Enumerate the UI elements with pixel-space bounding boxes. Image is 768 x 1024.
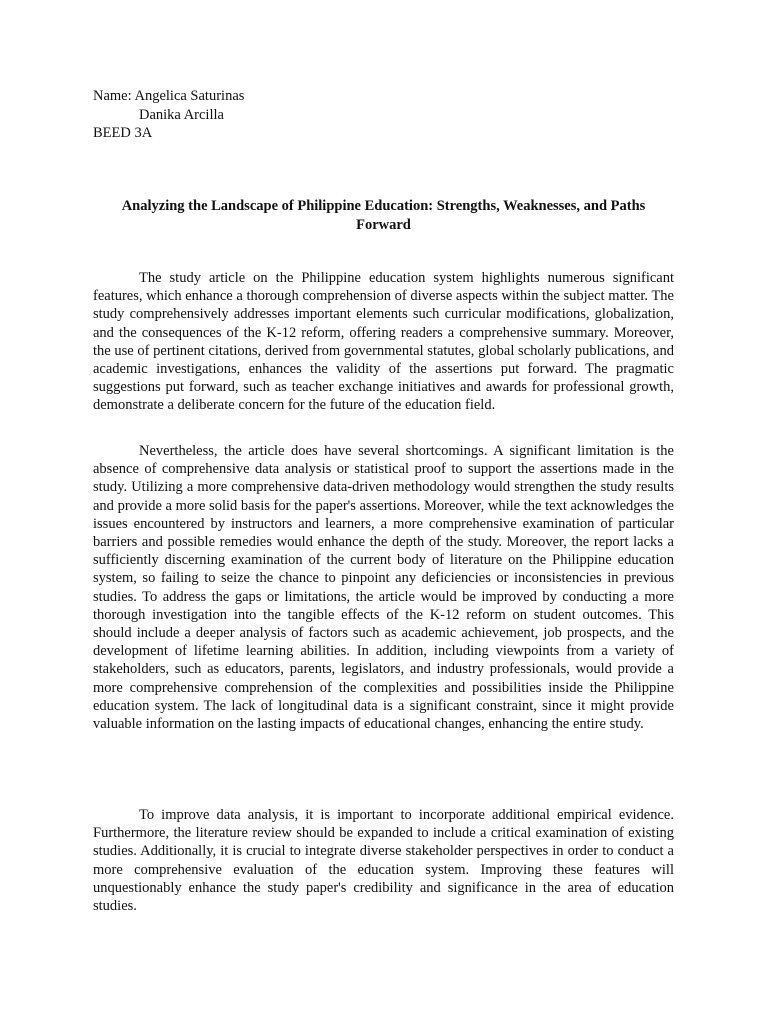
body-paragraph-strengths: The study article on the Philippine education system highlights numerous significant features, which enhance a thorough comprehension of diverse aspects within the subject matter. The study comprehensively addresses important elements such curricular modifications, globalization, and the consequences of the K-12 reform, offering readers a comprehensive summary. Moreover, the use of pertinent citations, derived from governmental statutes, global scholarly publications, and academic investigations, enhances the validity of the assertions put forward. The pragmatic suggestions put forward, such as teacher exchange initiatives and awards for professional growth, demonstrate a deliberate concern for the future of the education field. [93, 270, 674, 414]
document-title: Analyzing the Landscape of Philippine Education: Strengths, Weaknesses, and Paths Forward [121, 198, 646, 233]
section-label: BEED 3A [93, 125, 153, 141]
document-page [93, 0, 674, 1024]
author-name-line: Name: Angelica Saturinas [93, 88, 245, 104]
co-author-name: Danika Arcilla [139, 106, 224, 123]
body-paragraph-recommendations: To improve data analysis, it is important to incorporate additional empirical evidence. Furthermore, the literature review should be expanded to include a critical examination of existing studies. Additionally, it is crucial to integrate diverse stakeholder perspectives in order to conduct a more comprehensive evaluation of the education system. Improving these features will unquestionably enhance the study paper's credibility and significance in the area of education studies. [93, 807, 674, 915]
body-paragraph-shortcomings: Nevertheless, the article does have several shortcomings. A significant limitation is the absence of comprehensive data analysis or statistical proof to support the assertions made in the study. Utilizing a more comprehensive data-driven methodology would strengthen the study results and provide a more solid basis for the paper's assertions. Moreover, while the text acknowledges the issues encountered by instructors and learners, a more comprehensive examination of particular barriers and possible remedies would enhance the depth of the study. Moreover, the report lacks a sufficiently discerning examination of the current body of literature on the Philippine education system, so failing to seize the chance to pinpoint any deficiencies or inconsistencies in previous studies. To address the gaps or limitations, the article would be improved by conducting a more thorough investigation into the tangible effects of the K-12 reform on student outcomes. This should include a deeper analysis of factors such as academic achievement, job prospects, and the development of lifetime learning abilities. In addition, including viewpoints from a variety of stakeholders, such as educators, parents, legislators, and industry professionals, would provide a more comprehensive comprehension of the complexities and possibilities inside the Philippine education system. The lack of longitudinal data is a significant constraint, since it might provide valuable information on the lasting impacts of educational changes, enhancing the entire study. [93, 443, 674, 733]
author-header [93, 87, 244, 143]
